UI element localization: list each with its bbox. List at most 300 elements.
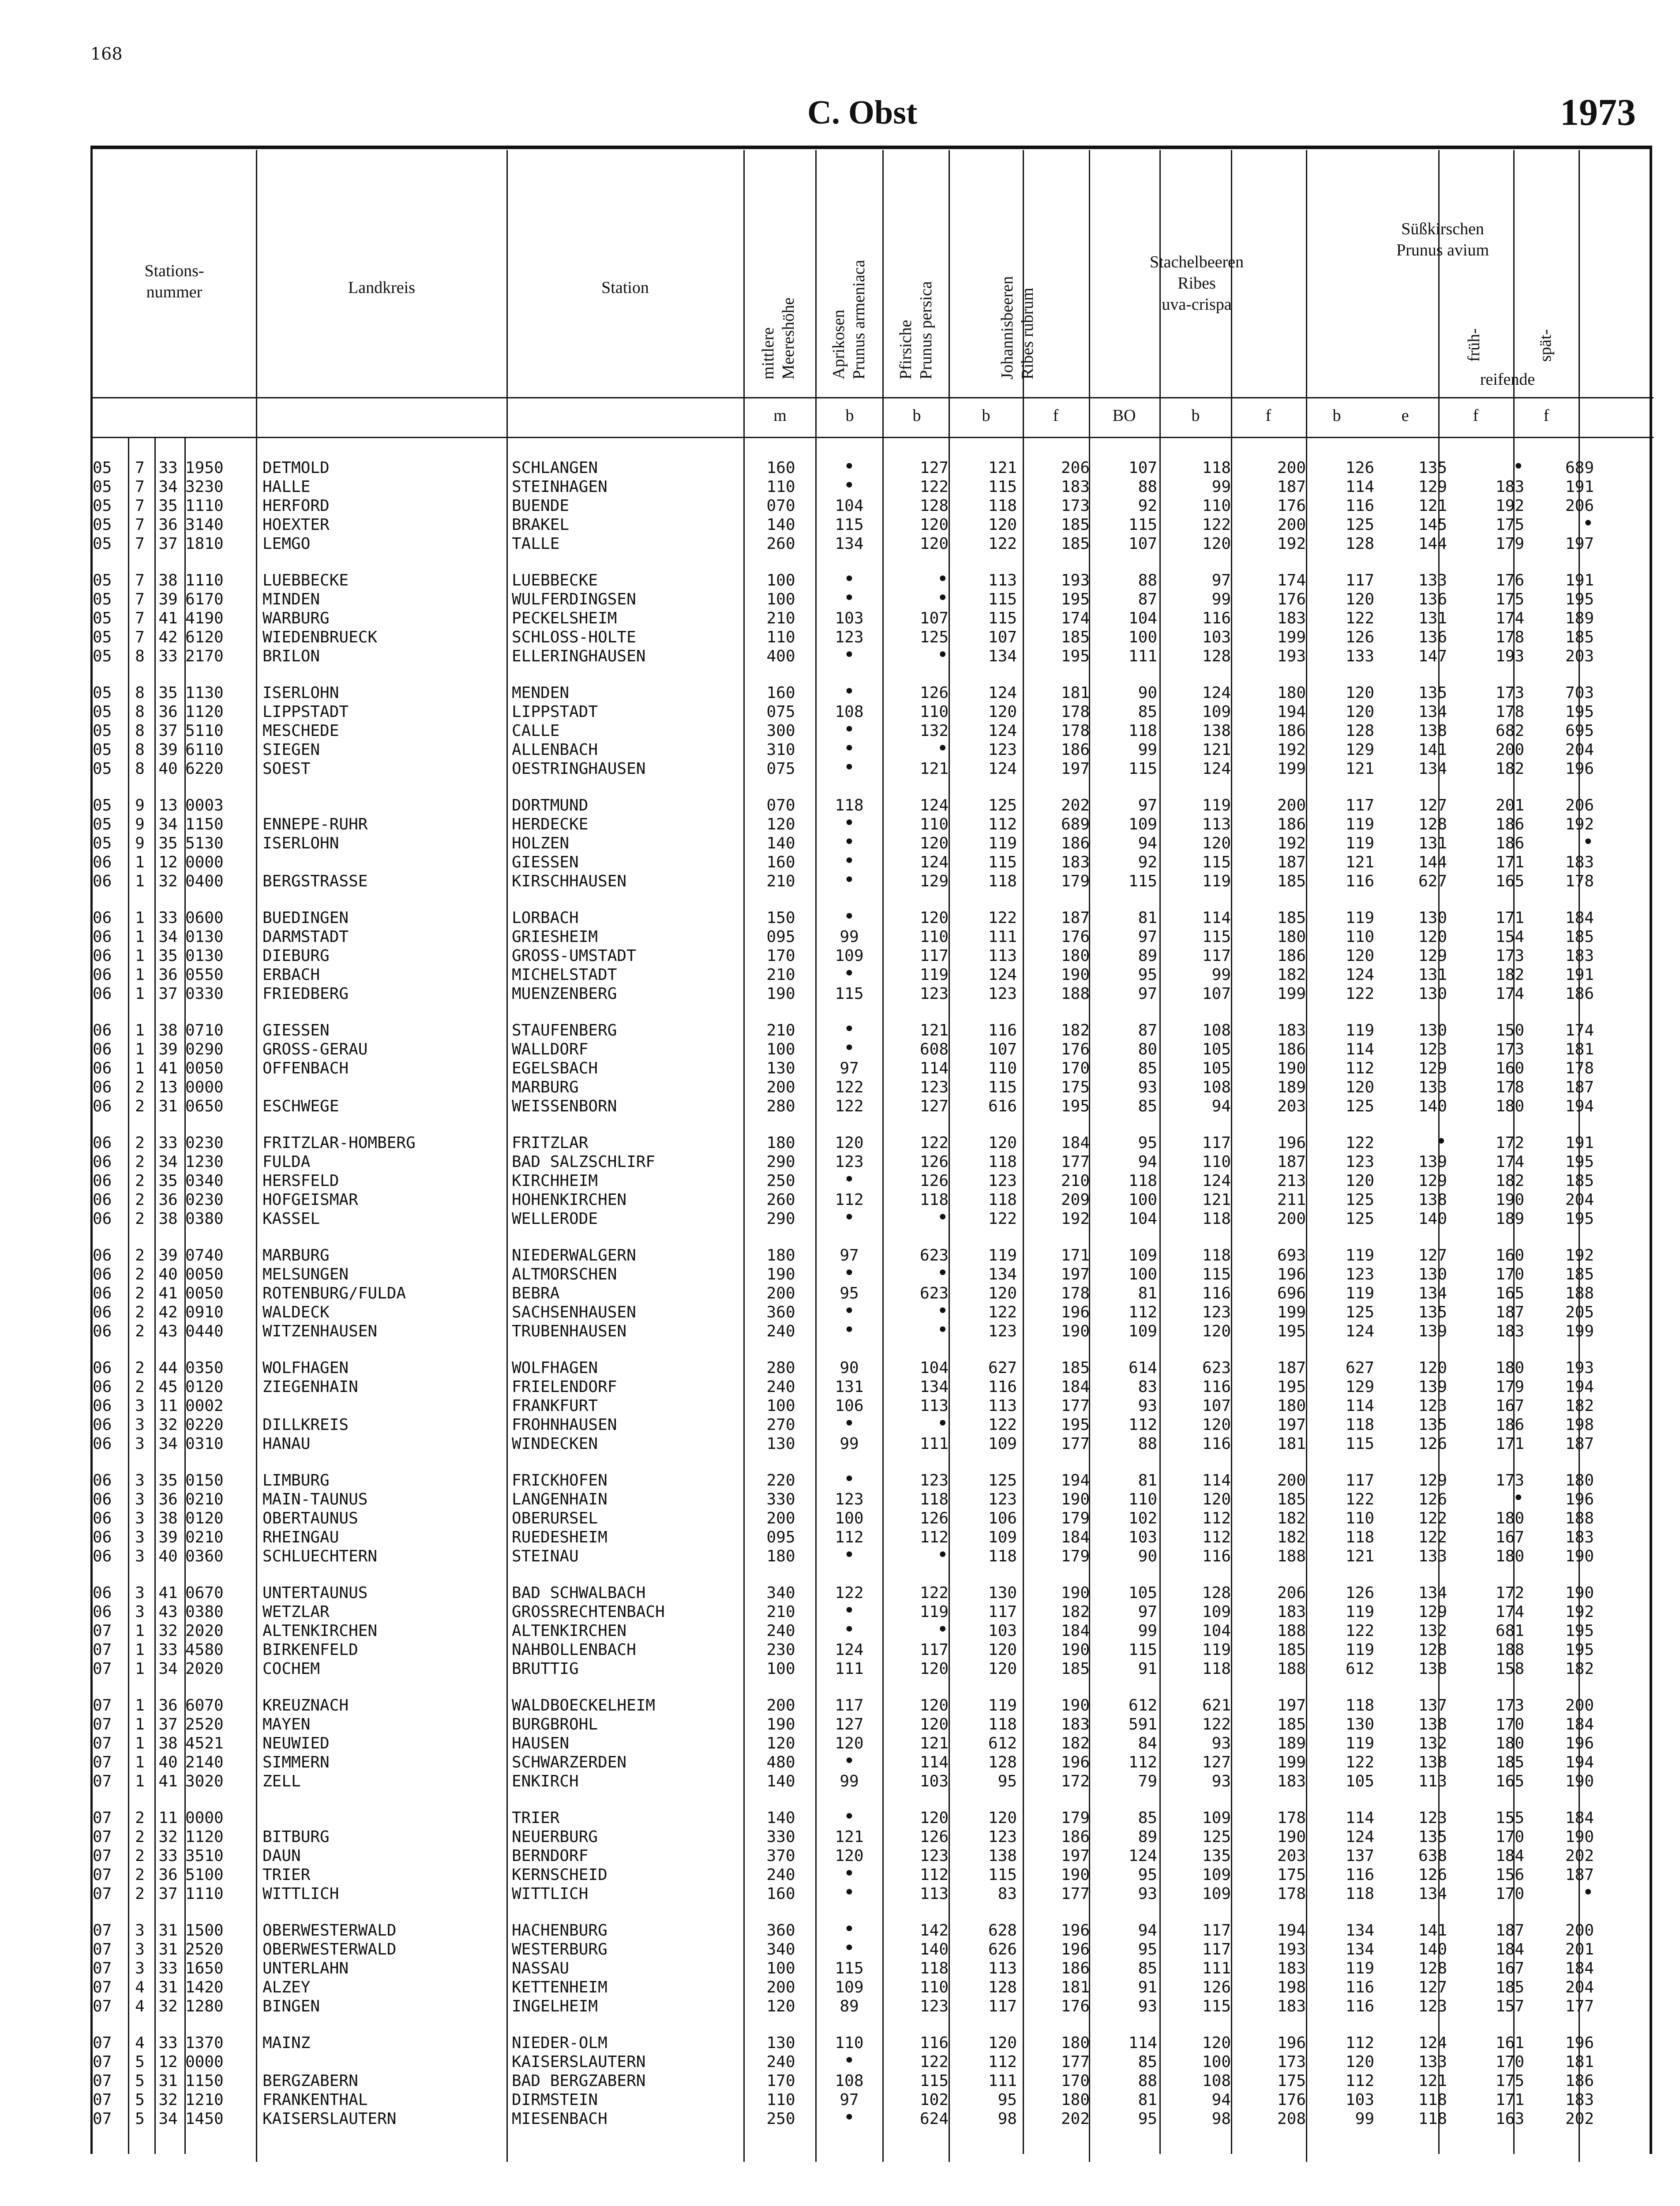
cell-spaet-f: 200 [1565, 1696, 1594, 1715]
cell-kreis: 32 [158, 1828, 178, 1846]
cell-bezirk: 8 [135, 703, 145, 721]
cell-land: 07 [93, 1715, 112, 1733]
cell-spaet-f: • [1582, 512, 1594, 535]
cell-johannisbeeren-f: 210 [1061, 1172, 1090, 1190]
cell-spaet-f: 703 [1565, 684, 1594, 702]
cell-frueh-f: 170 [1495, 1715, 1524, 1733]
cell-suesskirschen-b: 120 [1345, 590, 1374, 608]
cell-station: FRITZLAR [512, 1134, 589, 1152]
cell-stachelbeeren-bo: 100 [1128, 1191, 1157, 1209]
cell-land: 07 [93, 1809, 112, 1827]
cell-land: 06 [93, 1246, 112, 1264]
cell-frueh-f: 160 [1495, 1059, 1524, 1077]
header-meereshoehe [758, 297, 799, 379]
cell-stachelbeeren-b: 120 [1202, 834, 1231, 852]
cell-frueh-f: 173 [1495, 1696, 1524, 1715]
table-row [93, 455, 1646, 478]
cell-aprikosen: 90 [840, 1359, 859, 1377]
cell-meereshoehe: 210 [766, 872, 795, 890]
cell-johannisbeeren-b: 112 [988, 2053, 1017, 2071]
cell-land: 05 [93, 478, 112, 496]
cell-bezirk: 9 [135, 796, 145, 814]
cell-suesskirschen-b: 119 [1345, 815, 1374, 833]
cell-nummer: 5100 [185, 1866, 224, 1884]
cell-stachelbeeren-f: 200 [1277, 1471, 1306, 1489]
cell-spaet-f: 185 [1565, 628, 1594, 646]
cell-johannisbeeren-f: 185 [1061, 535, 1090, 553]
cell-nummer: 1810 [185, 535, 224, 553]
cell-johannisbeeren-f: 172 [1061, 1772, 1090, 1790]
cell-stachelbeeren-bo: 83 [1138, 1378, 1157, 1396]
cell-landkreis: TRIER [262, 1866, 311, 1884]
cell-station: MICHELSTADT [512, 966, 617, 984]
cell-nummer: 0710 [185, 1021, 224, 1039]
cell-nummer: 0002 [185, 1397, 224, 1415]
cell-stachelbeeren-bo: 110 [1128, 1490, 1157, 1508]
cell-johannisbeeren-b: 123 [988, 1172, 1017, 1190]
cell-land: 06 [93, 1078, 112, 1096]
cell-johannisbeeren-f: 179 [1061, 1809, 1090, 1827]
cell-stachelbeeren-b: 112 [1202, 1528, 1231, 1546]
cell-suesskirschen-b: 119 [1345, 909, 1374, 927]
cell-pfirsiche: • [937, 587, 949, 609]
cell-stachelbeeren-b: 120 [1202, 1490, 1231, 1508]
cell-pfirsiche: 124 [919, 853, 949, 871]
cell-nummer: 2140 [185, 1753, 224, 1771]
cell-nummer: 0670 [185, 1584, 224, 1602]
cell-spaet-f: 191 [1565, 966, 1594, 984]
cell-kreis: 31 [158, 1921, 178, 1940]
cell-landkreis: FULDA [262, 1153, 311, 1171]
cell-land: 07 [93, 2034, 112, 2052]
cell-frueh-f: 173 [1495, 1471, 1524, 1489]
cell-stachelbeeren-b: 116 [1202, 1435, 1231, 1453]
cell-stachelbeeren-bo: 107 [1128, 535, 1157, 553]
cell-bezirk: 7 [135, 609, 145, 627]
cell-stachelbeeren-bo: 92 [1138, 497, 1157, 515]
cell-landkreis: DIEBURG [262, 947, 330, 965]
cell-suesskirschen-e: 127 [1418, 1246, 1447, 1264]
cell-meereshoehe: 180 [766, 1246, 795, 1264]
cell-johannisbeeren-b: 128 [988, 1753, 1017, 1771]
cell-meereshoehe: 210 [766, 1021, 795, 1039]
cell-suesskirschen-e: 141 [1418, 741, 1447, 759]
cell-stachelbeeren-b: 119 [1202, 1641, 1231, 1659]
cell-stachelbeeren-b: 93 [1211, 1734, 1231, 1752]
cell-frueh-f: • [1512, 1487, 1524, 1509]
cell-spaet-f: 190 [1565, 1584, 1594, 1602]
cell-stachelbeeren-bo: 112 [1128, 1753, 1157, 1771]
cell-landkreis: MARBURG [262, 1246, 330, 1264]
cell-landkreis: MAINZ [262, 2034, 311, 2052]
cell-stachelbeeren-f: 186 [1277, 815, 1306, 833]
cell-pfirsiche: 118 [919, 1191, 949, 1209]
cell-nummer: 0910 [185, 1303, 224, 1321]
cell-landkreis: NEUWIED [262, 1734, 330, 1752]
cell-stachelbeeren-bo: 91 [1138, 1660, 1157, 1678]
cell-station: MENDEN [512, 684, 570, 702]
cell-frueh-f: 183 [1495, 478, 1524, 496]
table-row [93, 831, 1646, 853]
cell-stachelbeeren-b: 120 [1202, 1322, 1231, 1340]
cell-suesskirschen-e: 128 [1418, 1641, 1447, 1659]
cell-stachelbeeren-b: 97 [1211, 571, 1231, 589]
cell-suesskirschen-e: 138 [1418, 1660, 1447, 1678]
cell-station: DORTMUND [512, 796, 589, 814]
cell-nummer: 4190 [185, 609, 224, 627]
cell-kreis: 41 [158, 1059, 178, 1077]
cell-spaet-f: 190 [1565, 1828, 1594, 1846]
cell-stachelbeeren-b: 125 [1202, 1828, 1231, 1846]
cell-nummer: 0380 [185, 1210, 224, 1228]
cell-meereshoehe: 360 [766, 1303, 795, 1321]
cell-stachelbeeren-b: 93 [1211, 1772, 1231, 1790]
cell-johannisbeeren-f: 185 [1061, 628, 1090, 646]
cell-pfirsiche: 122 [919, 478, 949, 496]
cell-johannisbeeren-b: 616 [988, 1097, 1017, 1115]
cell-stachelbeeren-b: 122 [1202, 516, 1231, 534]
cell-station: PECKELSHEIM [512, 609, 617, 627]
cell-johannisbeeren-f: 197 [1061, 760, 1090, 778]
cell-nummer: 3230 [185, 478, 224, 496]
cell-station: LORBACH [512, 909, 579, 927]
cell-station: HOHENKIRCHEN [512, 1191, 627, 1209]
cell-kreis: 11 [158, 1809, 178, 1827]
cell-stachelbeeren-bo: 95 [1138, 1134, 1157, 1152]
cell-johannisbeeren-f: 177 [1061, 1435, 1090, 1453]
cell-landkreis: RHEINGAU [262, 1528, 339, 1546]
cell-land: 05 [93, 516, 112, 534]
cell-suesskirschen-b: 114 [1345, 1040, 1374, 1058]
cell-aprikosen: 89 [840, 1997, 859, 2015]
table-row [93, 1284, 1646, 1303]
cell-johannisbeeren-f: 188 [1061, 985, 1090, 1003]
cell-frueh-f: 201 [1495, 796, 1524, 814]
cell-kreis: 34 [158, 1435, 178, 1453]
table-row [93, 962, 1646, 985]
cell-stachelbeeren-f: 192 [1277, 535, 1306, 553]
header-suesskirschen-line1: Süßkirschen [1401, 220, 1484, 238]
cell-spaet-f: 196 [1565, 1490, 1594, 1508]
cell-suesskirschen-b: 126 [1345, 459, 1374, 477]
cell-aprikosen: • [843, 2049, 855, 2072]
cell-stachelbeeren-bo: 93 [1138, 1078, 1157, 1096]
cell-suesskirschen-e: 132 [1418, 1734, 1447, 1752]
cell-stachelbeeren-b: 138 [1202, 722, 1231, 740]
cell-aprikosen: 118 [835, 796, 864, 814]
cell-stachelbeeren-bo: 100 [1128, 628, 1157, 646]
cell-frueh-f: 172 [1495, 1134, 1524, 1152]
cell-stachelbeeren-f: 199 [1277, 628, 1306, 646]
cell-landkreis: OBERTAUNUS [262, 1509, 358, 1527]
cell-stachelbeeren-b: 124 [1202, 760, 1231, 778]
cell-johannisbeeren-f: 171 [1061, 1246, 1090, 1264]
cell-bezirk: 1 [135, 1641, 145, 1659]
cell-meereshoehe: 260 [766, 1191, 795, 1209]
cell-pfirsiche: 120 [919, 1809, 949, 1827]
cell-frueh-f: 200 [1495, 741, 1524, 759]
cell-stachelbeeren-bo: 99 [1138, 1622, 1157, 1640]
cell-land: 07 [93, 1772, 112, 1790]
cell-stachelbeeren-b: 128 [1202, 647, 1231, 665]
cell-nummer: 1110 [185, 1885, 224, 1903]
cell-spaet-f: 195 [1565, 1622, 1594, 1640]
cell-aprikosen: • [843, 1805, 855, 1828]
cell-stachelbeeren-f: 178 [1277, 1885, 1306, 1903]
cell-landkreis: DARMSTADT [262, 928, 349, 946]
cell-pfirsiche: 123 [919, 1078, 949, 1096]
cell-johannisbeeren-f: 195 [1061, 590, 1090, 608]
cell-aprikosen: 122 [835, 1584, 864, 1602]
cell-stachelbeeren-f: 196 [1277, 1134, 1306, 1152]
cell-station: TRUBENHAUSEN [512, 1322, 627, 1340]
header-johannisbeeren-line2: Ribes rubrum [1018, 288, 1037, 379]
cell-suesskirschen-e: 138 [1418, 1715, 1447, 1733]
cell-station: OBERURSEL [512, 1509, 598, 1527]
cell-pfirsiche: 120 [919, 1696, 949, 1715]
cell-stachelbeeren-bo: 93 [1138, 1397, 1157, 1415]
cell-johannisbeeren-f: 173 [1061, 497, 1090, 515]
cell-bezirk: 2 [135, 1378, 145, 1396]
cell-suesskirschen-e: 134 [1418, 703, 1447, 721]
cell-suesskirschen-b: 119 [1345, 1641, 1374, 1659]
cell-suesskirschen-b: 125 [1345, 1191, 1374, 1209]
cell-suesskirschen-e: 144 [1418, 853, 1447, 871]
cell-spaet-f: 206 [1565, 497, 1594, 515]
unit-johannisbeeren-b: b [982, 406, 990, 425]
cell-meereshoehe: 260 [766, 535, 795, 553]
cell-bezirk: 8 [135, 760, 145, 778]
cell-aprikosen: • [843, 1918, 855, 1940]
cell-suesskirschen-b: 120 [1345, 684, 1374, 702]
cell-bezirk: 2 [135, 1322, 145, 1340]
cell-suesskirschen-e: 134 [1418, 1284, 1447, 1302]
header-reifende: reifende [1480, 370, 1535, 389]
cell-station: TALLE [512, 535, 560, 553]
cell-johannisbeeren-f: 182 [1061, 1734, 1090, 1752]
cell-landkreis: KREUZNACH [262, 1696, 349, 1715]
cell-suesskirschen-e: 128 [1418, 1959, 1447, 1977]
cell-kreis: 31 [158, 1940, 178, 1958]
cell-pfirsiche: 121 [919, 1734, 949, 1752]
cell-bezirk: 2 [135, 1265, 145, 1283]
cell-suesskirschen-e: 139 [1418, 1322, 1447, 1340]
cell-suesskirschen-b: 119 [1345, 1959, 1374, 1977]
table-row [93, 1881, 1646, 1904]
cell-meereshoehe: 220 [766, 1471, 795, 1489]
cell-aprikosen: • [843, 587, 855, 609]
cell-meereshoehe: 120 [766, 815, 795, 833]
cell-johannisbeeren-b: 113 [988, 1959, 1017, 1977]
cell-spaet-f: 195 [1565, 590, 1594, 608]
cell-meereshoehe: 100 [766, 1660, 795, 1678]
table-row [93, 812, 1646, 834]
cell-stachelbeeren-f: 182 [1277, 1509, 1306, 1527]
cell-bezirk: 5 [135, 2053, 145, 2071]
header-stationsnummer-line2: nummer [146, 283, 202, 301]
cell-aprikosen: • [843, 680, 855, 703]
cell-frueh-f: 178 [1495, 703, 1524, 721]
cell-frueh-f: 180 [1495, 1547, 1524, 1565]
cell-suesskirschen-b: 134 [1345, 1940, 1374, 1958]
cell-land: 06 [93, 1322, 112, 1340]
cell-stachelbeeren-bo: 102 [1128, 1509, 1157, 1527]
cell-stachelbeeren-f: 197 [1277, 1696, 1306, 1715]
cell-johannisbeeren-b: 120 [988, 1660, 1017, 1678]
cell-bezirk: 3 [135, 1584, 145, 1602]
cell-bezirk: 7 [135, 535, 145, 553]
cell-aprikosen: 127 [835, 1715, 864, 1733]
cell-johannisbeeren-b: 115 [988, 590, 1017, 608]
cell-nummer: 0330 [185, 985, 224, 1003]
cell-suesskirschen-b: 119 [1345, 1603, 1374, 1621]
cell-meereshoehe: 140 [766, 516, 795, 534]
cell-aprikosen: • [843, 1300, 855, 1322]
cell-meereshoehe: 230 [766, 1641, 795, 1659]
cell-pfirsiche: 140 [919, 1940, 949, 1958]
cell-pfirsiche: 120 [919, 1715, 949, 1733]
cell-frueh-f: 188 [1495, 1641, 1524, 1659]
cell-suesskirschen-e: 144 [1418, 535, 1447, 553]
cell-johannisbeeren-f: 187 [1061, 909, 1090, 927]
cell-stachelbeeren-b: 120 [1202, 2034, 1231, 2052]
cell-johannisbeeren-f: 186 [1061, 834, 1090, 852]
cell-bezirk: 4 [135, 1997, 145, 2015]
cell-pfirsiche: 126 [919, 684, 949, 702]
cell-pfirsiche: 126 [919, 1828, 949, 1846]
cell-frueh-f: 189 [1495, 1210, 1524, 1228]
table-row [93, 1097, 1646, 1116]
cell-aprikosen: 112 [835, 1191, 864, 1209]
cell-kreis: 33 [158, 1959, 178, 1977]
cell-nummer: 1150 [185, 2072, 224, 2090]
cell-nummer: 0120 [185, 1509, 224, 1527]
cell-station: OESTRINGHAUSEN [512, 760, 646, 778]
cell-johannisbeeren-f: 184 [1061, 1134, 1090, 1152]
cell-meereshoehe: 075 [766, 760, 795, 778]
cell-land: 05 [93, 703, 112, 721]
cell-suesskirschen-e: 129 [1418, 947, 1447, 965]
cell-spaet-f: 192 [1565, 815, 1594, 833]
cell-nummer: 6120 [185, 628, 224, 646]
cell-stachelbeeren-b: 118 [1202, 459, 1231, 477]
cell-johannisbeeren-b: 119 [988, 1246, 1017, 1264]
cell-suesskirschen-b: 125 [1345, 1303, 1374, 1321]
cell-landkreis: BUEDINGEN [262, 909, 349, 927]
cell-johannisbeeren-b: 106 [988, 1509, 1017, 1527]
cell-nummer: 0600 [185, 909, 224, 927]
cell-meereshoehe: 290 [766, 1153, 795, 1171]
cell-frueh-f: 178 [1495, 1078, 1524, 1096]
header-stachelbeeren-line2: Ribes [1178, 274, 1216, 293]
table-row [93, 474, 1646, 497]
cell-nummer: 0210 [185, 1490, 224, 1508]
cell-land: 06 [93, 1359, 112, 1377]
cell-nummer: 0050 [185, 1284, 224, 1302]
cell-meereshoehe: 200 [766, 1284, 795, 1302]
cell-landkreis: ERBACH [262, 966, 320, 984]
cell-bezirk: 1 [135, 1059, 145, 1077]
cell-johannisbeeren-b: 117 [988, 1997, 1017, 2015]
cell-suesskirschen-e: 134 [1418, 1584, 1447, 1602]
cell-stachelbeeren-b: 105 [1202, 1059, 1231, 1077]
cell-suesskirschen-e: 118 [1418, 2091, 1447, 2109]
cell-johannisbeeren-f: 183 [1061, 853, 1090, 871]
cell-suesskirschen-e: 131 [1418, 966, 1447, 984]
cell-landkreis: WALDECK [262, 1303, 330, 1321]
cell-pfirsiche: • [937, 1544, 949, 1566]
cell-landkreis: FRANKENTHAL [262, 2091, 368, 2109]
cell-frueh-f: 182 [1495, 966, 1524, 984]
cell-station: KAISERSLAUTERN [512, 2053, 646, 2071]
cell-frueh-f: 179 [1495, 535, 1524, 553]
cell-stachelbeeren-bo: 84 [1138, 1734, 1157, 1752]
cell-johannisbeeren-b: 113 [988, 1397, 1017, 1415]
cell-kreis: 33 [158, 909, 178, 927]
cell-meereshoehe: 270 [766, 1416, 795, 1434]
cell-stachelbeeren-bo: 612 [1128, 1696, 1157, 1715]
cell-meereshoehe: 100 [766, 590, 795, 608]
cell-meereshoehe: 330 [766, 1828, 795, 1846]
cell-station: LUEBBECKE [512, 571, 598, 589]
table-row [93, 1618, 1646, 1641]
cell-meereshoehe: 190 [766, 985, 795, 1003]
cell-pfirsiche: 132 [919, 722, 949, 740]
cell-nummer: 1420 [185, 1978, 224, 1996]
cell-station: BERNDORF [512, 1847, 589, 1865]
table-row [93, 1378, 1646, 1397]
cell-spaet-f: 181 [1565, 1040, 1594, 1058]
cell-bezirk: 2 [135, 1246, 145, 1264]
cell-stachelbeeren-f: 180 [1277, 928, 1306, 946]
cell-frueh-f: 157 [1495, 1997, 1524, 2015]
cell-kreis: 38 [158, 1021, 178, 1039]
cell-johannisbeeren-f: 196 [1061, 1921, 1090, 1940]
cell-johannisbeeren-b: 122 [988, 1210, 1017, 1228]
cell-stachelbeeren-b: 114 [1202, 909, 1231, 927]
table-row [93, 1750, 1646, 1772]
cell-johannisbeeren-b: 125 [988, 1471, 1017, 1489]
cell-stachelbeeren-f: 185 [1277, 872, 1306, 890]
cell-nummer: 3140 [185, 516, 224, 534]
table-row [93, 680, 1646, 703]
cell-stachelbeeren-b: 108 [1202, 1021, 1231, 1039]
cell-suesskirschen-e: 127 [1418, 1978, 1447, 1996]
cell-meereshoehe: 095 [766, 928, 795, 946]
header-suesskirschen-line2: Prunus avium [1396, 241, 1489, 259]
cell-aprikosen: • [843, 812, 855, 834]
cell-pfirsiche: 110 [919, 815, 949, 833]
cell-station: FRANKFURT [512, 1397, 598, 1415]
cell-stachelbeeren-bo: 112 [1128, 1303, 1157, 1321]
table-row [93, 1468, 1646, 1490]
cell-suesskirschen-b: 126 [1345, 1584, 1374, 1602]
cell-bezirk: 1 [135, 909, 145, 927]
cell-frueh-f: 158 [1495, 1660, 1524, 1678]
cell-johannisbeeren-b: 627 [988, 1359, 1017, 1377]
cell-johannisbeeren-f: 186 [1061, 1828, 1090, 1846]
cell-johannisbeeren-f: 202 [1061, 796, 1090, 814]
cell-stachelbeeren-b: 103 [1202, 628, 1231, 646]
cell-pfirsiche: 121 [919, 1021, 949, 1039]
cell-suesskirschen-b: 115 [1345, 1435, 1374, 1453]
cell-stachelbeeren-b: 94 [1211, 2091, 1231, 2109]
cell-aprikosen: 97 [840, 1059, 859, 1077]
cell-suesskirschen-e: 133 [1418, 1078, 1447, 1096]
cell-land: 06 [93, 1528, 112, 1546]
cell-johannisbeeren-b: 134 [988, 647, 1017, 665]
cell-nummer: 0000 [185, 1809, 224, 1827]
